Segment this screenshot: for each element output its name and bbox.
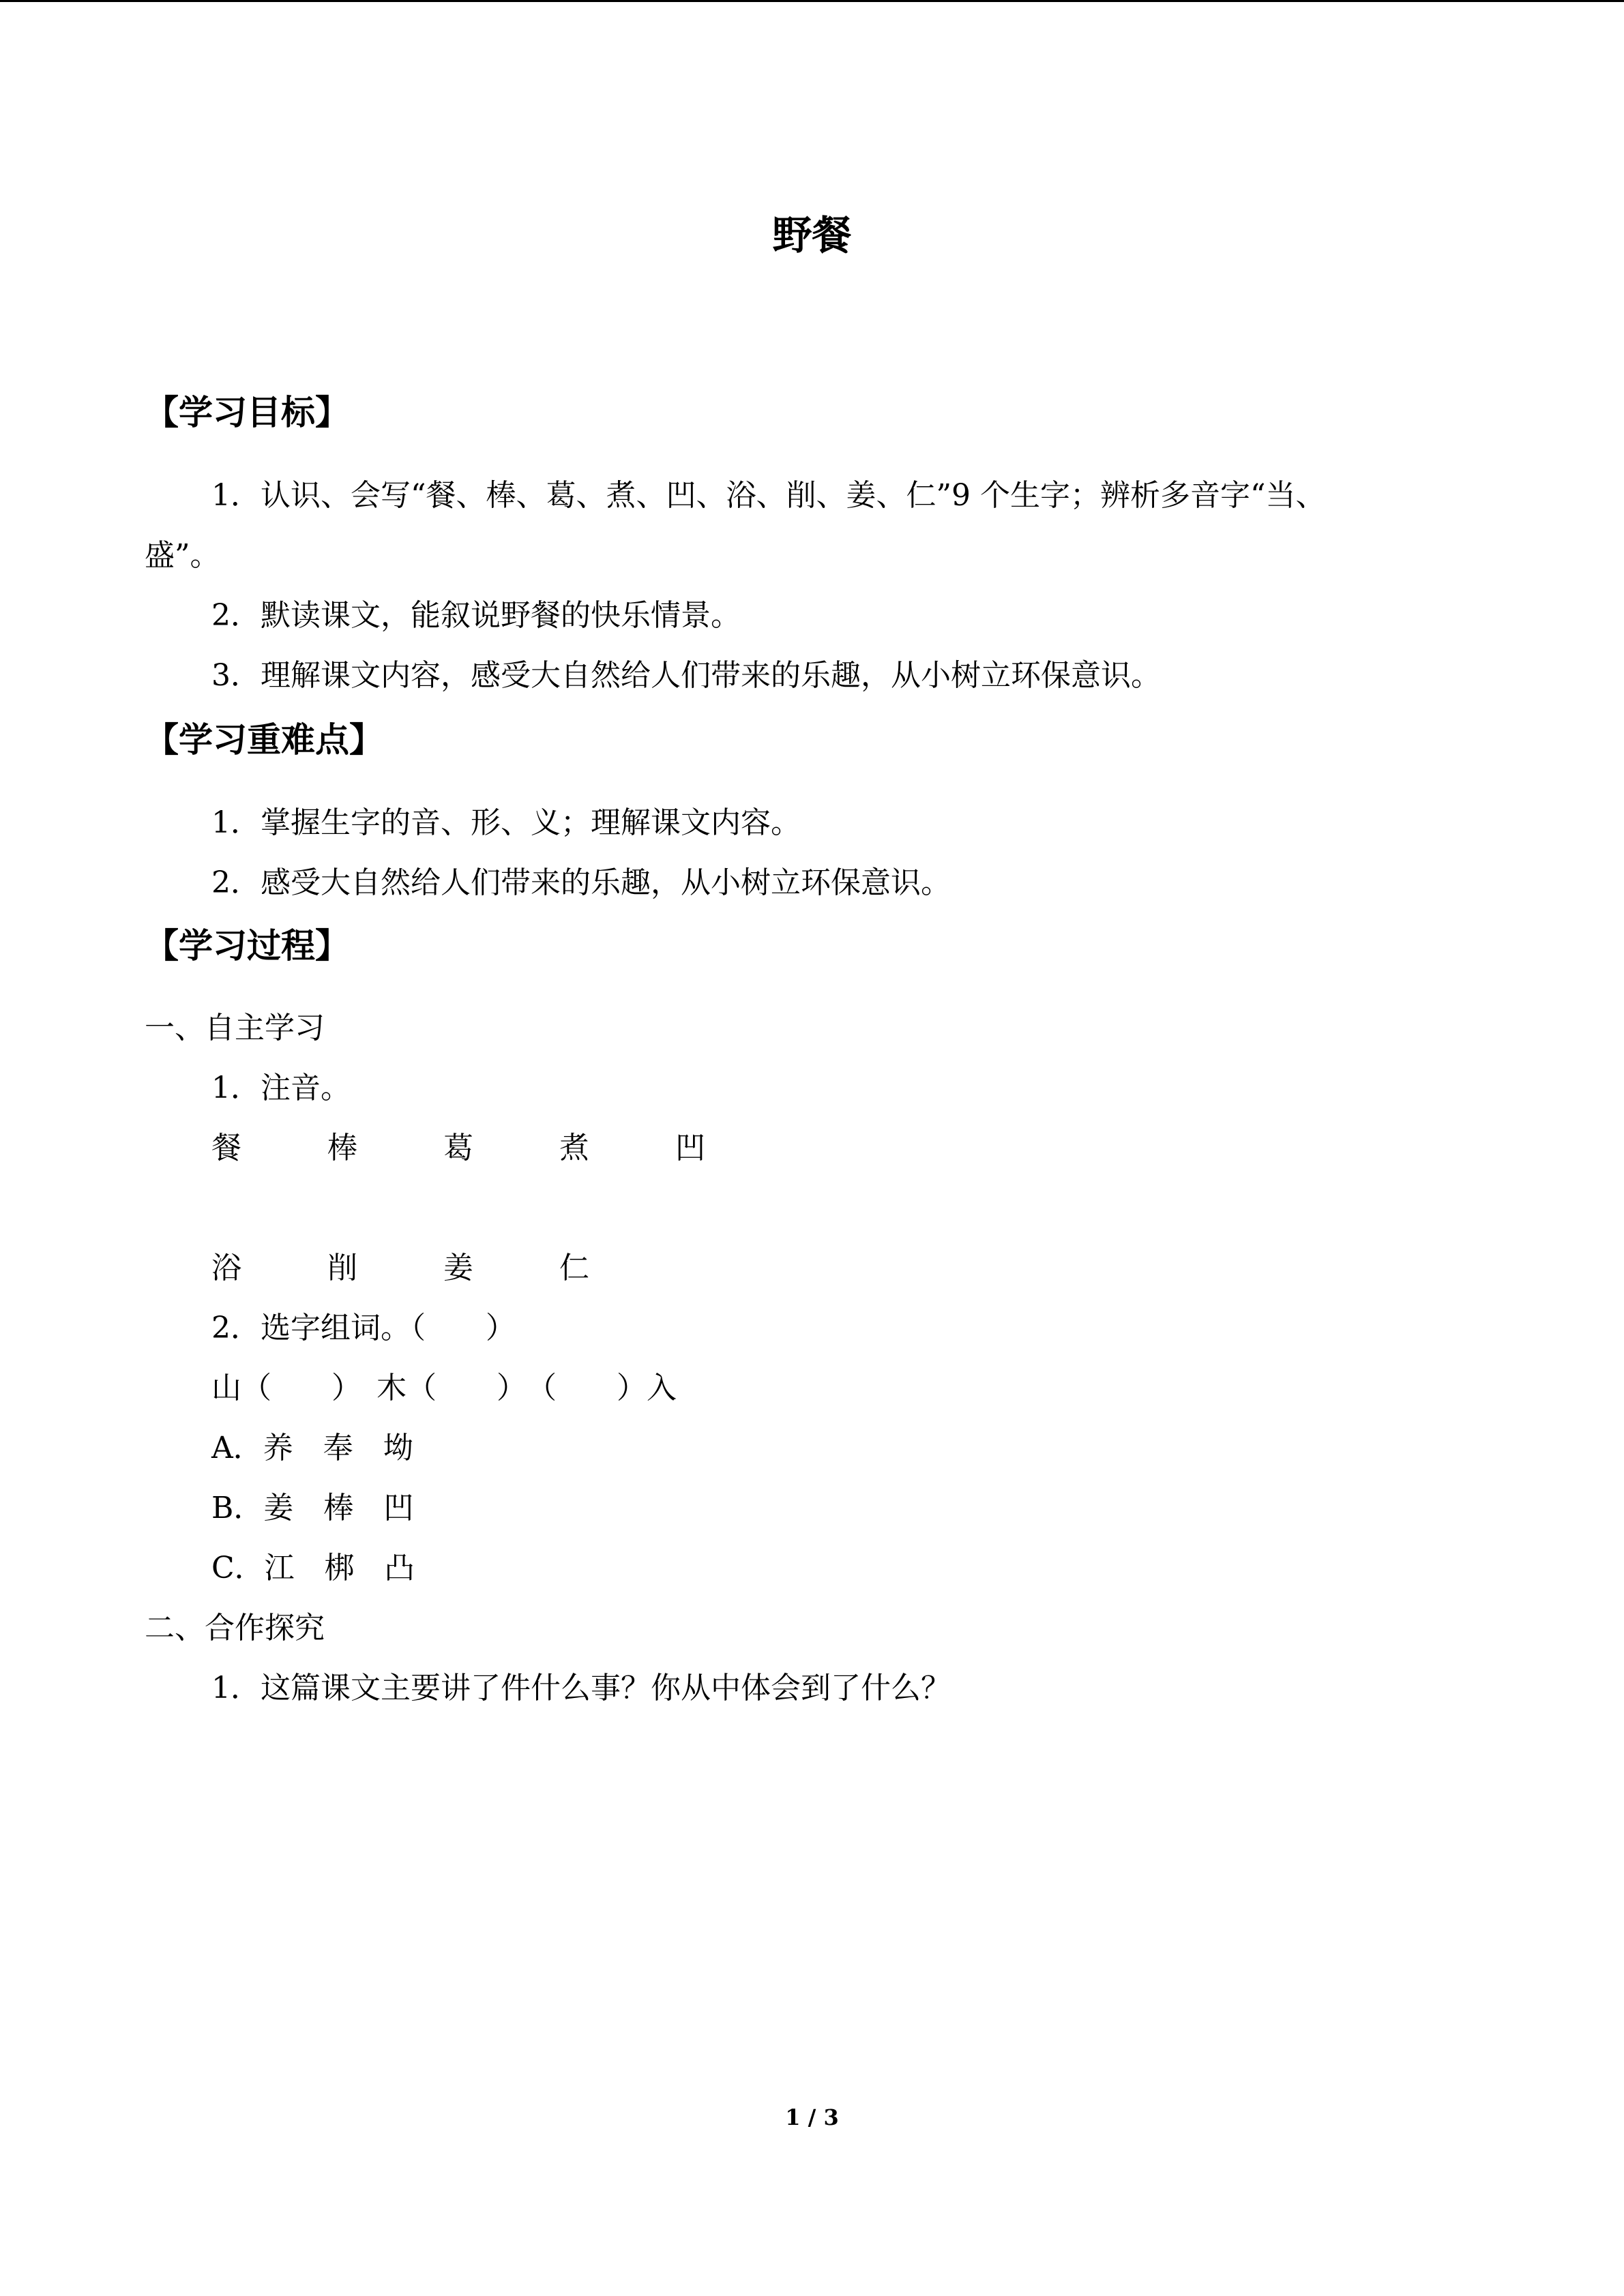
keypoint-item-2: 2．感受大自然给人们带来的乐趣，从小树立环保意识。 — [211, 865, 951, 900]
question-2-label: 2．选字组词。（ ） — [211, 1311, 516, 1345]
keypoint-item-1: 1．掌握生字的音、形、义；理解课文内容。 — [211, 805, 801, 840]
pinyin-row-2 — [211, 1248, 675, 1289]
char-cell: 棒 — [327, 1131, 357, 1165]
heading-keypoints: 【学习重难点】 — [145, 720, 383, 760]
option-a: A．养 奉 坳 — [211, 1431, 413, 1465]
option-c: C．江 梆 凸 — [211, 1551, 415, 1585]
option-b: B．姜 棒 凹 — [211, 1491, 414, 1525]
question-1-label: 1．注音。 — [211, 1071, 351, 1105]
question-2-blanks: 山（ ） 木（ ） （ ）入 — [211, 1371, 677, 1405]
part-2-title: 二、合作探究 — [145, 1611, 325, 1645]
page-title: 野餐 — [772, 212, 852, 258]
char-cell: 削 — [327, 1251, 357, 1285]
char-cell: 仁 — [559, 1251, 589, 1285]
objective-item-1-line-2: 盛”。 — [145, 538, 220, 573]
part-1-title: 一、自主学习 — [145, 1011, 325, 1045]
char-cell: 姜 — [443, 1251, 473, 1285]
char-cell: 浴 — [211, 1251, 241, 1285]
pinyin-row-1 — [211, 1128, 791, 1169]
char-cell: 煮 — [559, 1131, 589, 1165]
page-number: 1 / 3 — [785, 2104, 839, 2130]
heading-process: 【学习过程】 — [145, 926, 349, 966]
char-cell: 餐 — [211, 1131, 241, 1165]
char-cell: 葛 — [443, 1131, 473, 1165]
objective-item-1-line-1: 1．认识、会写“餐、棒、葛、煮、凹、浴、削、姜、仁”9 个生字；辨析多音字“当、 — [211, 478, 1326, 513]
heading-objectives: 【学习目标】 — [145, 393, 349, 432]
char-cell: 凹 — [675, 1131, 705, 1165]
objective-item-3: 3．理解课文内容，感受大自然给人们带来的乐趣，从小树立环保意识。 — [211, 658, 1161, 693]
question-3: 1．这篇课文主要讲了件什么事？你从中体会到了什么？ — [211, 1671, 951, 1705]
objective-item-2: 2．默读课文，能叙说野餐的快乐情景。 — [211, 598, 741, 633]
